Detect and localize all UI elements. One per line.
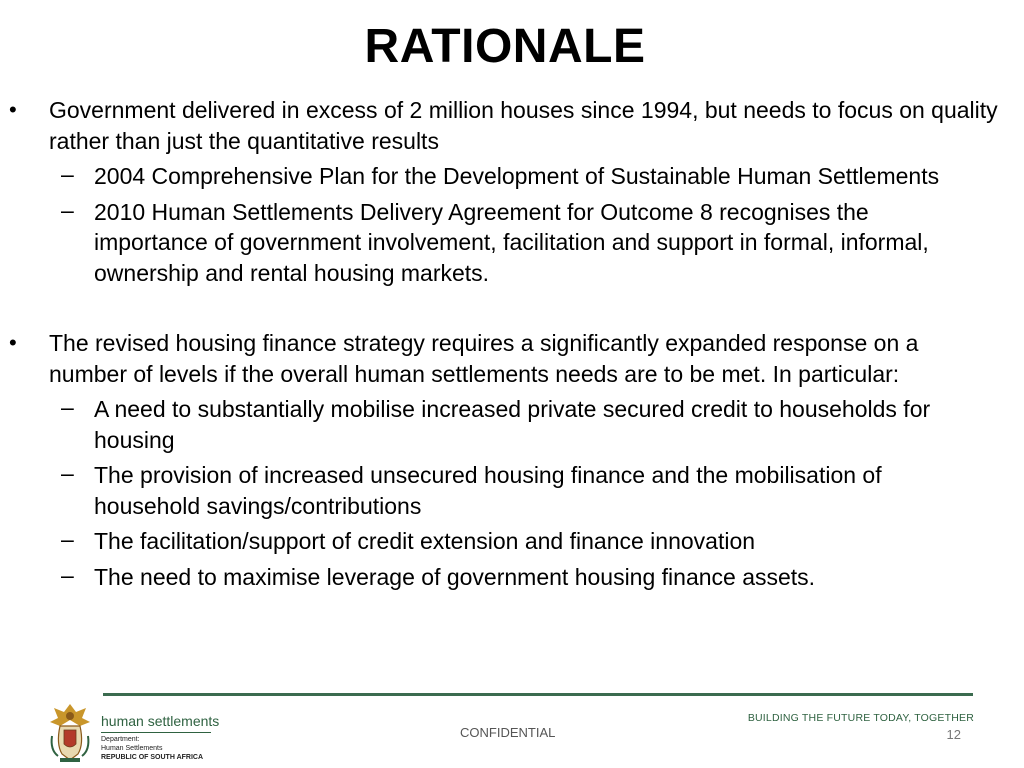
sub-bullet-text: The facilitation/support of credit extension and finance innovation [94,528,756,554]
sub-bullet-item [0,161,974,192]
bullet-marker: • [9,330,17,355]
org-department-label: Department: [101,736,140,743]
sub-bullet-marker: – [61,561,74,588]
sub-bullet-text: 2004 Comprehensive Plan for the Development of Sustainable Human Settlements [94,163,940,189]
sub-bullet-text: 2010 Human Settlements Delivery Agreement for Outcome 8 recognises the importance of government involvement, facilitation and support in formal, informal, ownership and rental housing markets. [94,198,929,286]
bullet-text: The revised housing finance strategy requires a significantly expanded response on a number of levels if the overall human settlements needs are to be met. In particular: [49,330,919,387]
sub-bullet-text: The need to maximise leverage of government housing finance assets. [94,563,816,590]
bullet-text: Government delivered in excess of 2 million houses since 1994, but needs to focus on quality rather than just the quantitative results [49,97,998,154]
bullet-marker: • [9,97,17,122]
sub-bullet-item [0,460,974,521]
confidential-label: CONFIDENTIAL [460,725,556,740]
sub-bullet-marker: – [61,460,74,486]
slide-body [0,95,1024,592]
spacer [0,288,1024,328]
sub-bullet-text: The provision of increased unsecured housing finance and the mobilisation of household savings/contributions [94,462,882,519]
sub-bullet-item [0,526,974,557]
footer-divider [103,693,973,696]
bullet-item [0,95,999,156]
org-name: human settlements [101,713,220,729]
sub-bullet-marker: – [61,526,74,552]
sub-bullet-marker: – [61,161,74,187]
org-divider [101,732,211,733]
sub-bullet-item [0,394,974,455]
bullet-item [0,328,999,389]
org-block [101,713,219,762]
sub-bullet-marker: – [61,196,74,223]
sub-bullet-text: A need to substantially mobilise increased private secured credit to households for housing [94,396,931,453]
sub-bullet-item [0,197,974,289]
sub-bullet-marker: – [61,394,74,420]
sub-bullet-item [0,562,974,593]
slide-title: RATIONALE [364,20,646,73]
tagline: BUILDING THE FUTURE TODAY, TOGETHER [747,712,974,724]
org-department-name: Human Settlements [101,745,163,752]
coat-of-arms-icon [46,700,94,764]
page-number: 12 [946,727,961,742]
org-country: REPUBLIC OF SOUTH AFRICA [101,754,204,761]
